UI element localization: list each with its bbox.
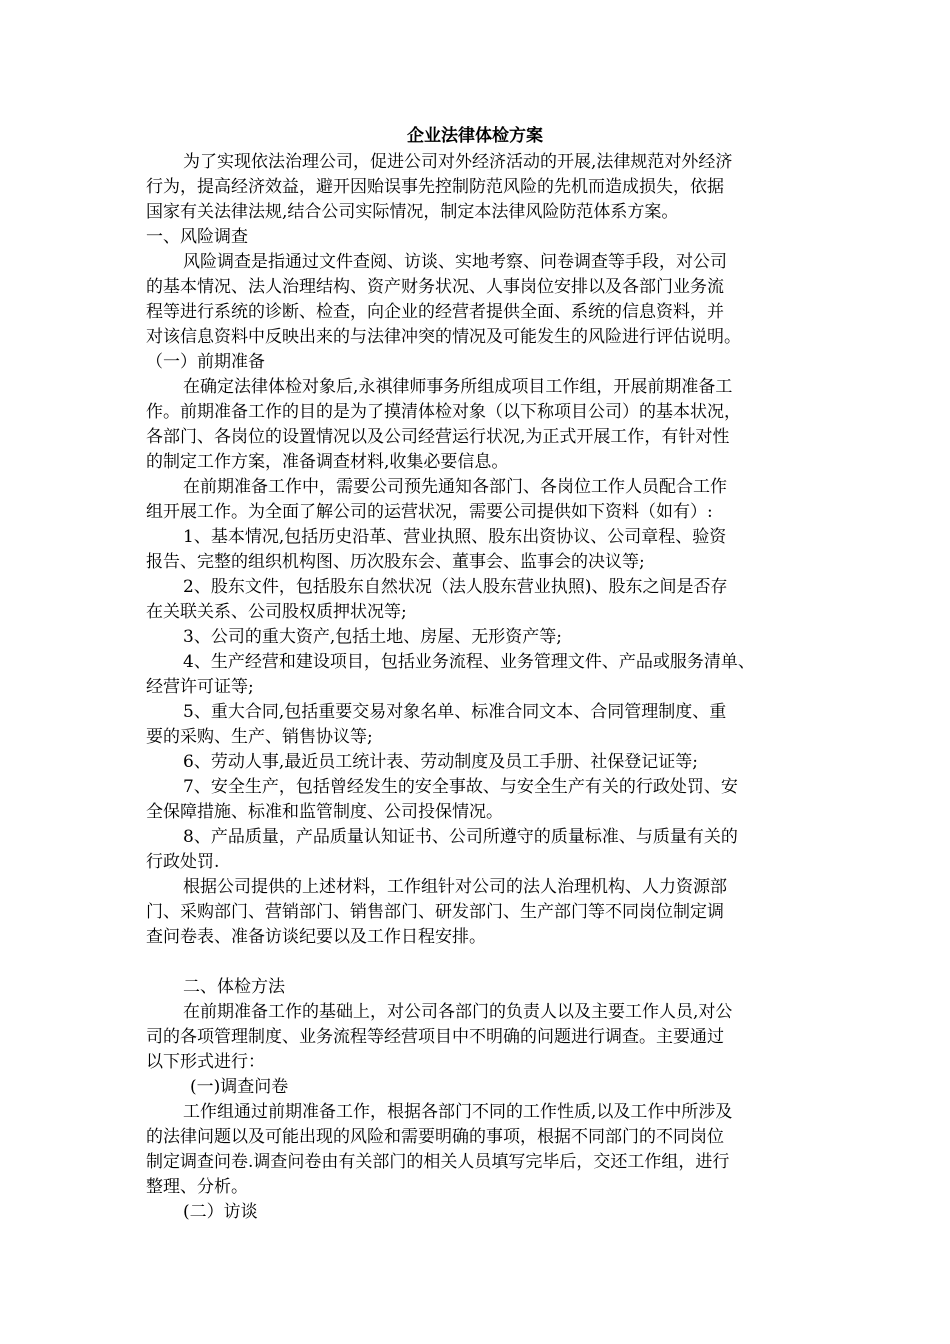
paragraph-line: 各部门、各岗位的设置情况以及公司经营运行状况,为正式开展工作，有针对性 <box>146 427 730 447</box>
paragraph-line: 程等进行系统的诊断、检查，向企业的经营者提供全面、系统的信息资料，并 <box>146 302 724 322</box>
list-item: 2、股东文件，包括股东自然状况（法人股东营业执照)、股东之间是否存 <box>183 577 728 597</box>
section-heading: 二、体检方法 <box>183 977 285 997</box>
paragraph-line: 门、采购部门、营销部门、销售部门、研发部门、生产部门等不同岗位制定调 <box>146 902 724 922</box>
subsection-heading: （一）前期准备 <box>146 352 265 372</box>
paragraph-line: 根据公司提供的上述材料，工作组针对公司的法人治理机构、人力资源部 <box>183 877 727 897</box>
list-item-cont: 报告、完整的组织机构图、历次股东会、董事会、监事会的决议等; <box>146 552 645 572</box>
paragraph-line: 整理、分析。 <box>146 1177 248 1197</box>
paragraph-line: 的基本情况、法人治理结构、资产财务状况、人事岗位安排以及各部门业务流 <box>146 277 724 297</box>
paragraph-line: 的制定工作方案，准备调查材料,收集必要信息。 <box>146 452 509 472</box>
paragraph-line: 在前期准备工作的基础上，对公司各部门的负责人以及主要工作人员,对公 <box>183 1002 733 1022</box>
list-item: 1、基本情况,包括历史沿革、营业执照、股东出资协议、公司章程、验资 <box>183 527 727 547</box>
paragraph-line: 为了实现依法治理公司，促进公司对外经济活动的开展,法律规范对外经济 <box>183 152 733 172</box>
paragraph-line: 作。前期准备工作的目的是为了摸清体检对象（以下称项目公司）的基本状况， <box>146 402 741 422</box>
document-title: 企业法律体检方案 <box>407 126 543 146</box>
subsection-heading: (一)调查问卷 <box>190 1077 289 1097</box>
list-item: 6、劳动人事,最近员工统计表、劳动制度及员工手册、社保登记证等; <box>183 752 698 772</box>
paragraph-line: 国家有关法律法规,结合公司实际情况，制定本法律风险防范体系方案。 <box>146 202 679 222</box>
section-heading: 一、风险调查 <box>146 227 248 247</box>
paragraph-line: 司的各项管理制度、业务流程等经营项目中不明确的问题进行调查。主要通过 <box>146 1027 724 1047</box>
subsection-heading: (二）访谈 <box>183 1202 258 1222</box>
paragraph-line: 组开展工作。为全面了解公司的运营状况，需要公司提供如下资料（如有）: <box>146 502 713 522</box>
list-item: 3、公司的重大资产,包括土地、房屋、无形资产等; <box>183 627 562 647</box>
list-item: 4、生产经营和建设项目，包括业务流程、业务管理文件、产品或服务清单、 <box>183 652 755 672</box>
paragraph-line: 的法律问题以及可能出现的风险和需要明确的事项，根据不同部门的不同岗位 <box>146 1127 724 1147</box>
paragraph-line: 制定调查问卷.调查问卷由有关部门的相关人员填写完毕后，交还工作组，进行 <box>146 1152 730 1172</box>
paragraph-line: 以下形式进行： <box>146 1052 265 1072</box>
list-item-cont: 全保障措施、标准和监管制度、公司投保情况。 <box>146 802 503 822</box>
paragraph-line: 查问卷表、准备访谈纪要以及工作日程安排。 <box>146 927 486 947</box>
list-item-cont: 在关联关系、公司股权质押状况等; <box>146 602 407 622</box>
list-item-cont: 要的采购、生产、销售协议等; <box>146 727 373 747</box>
list-item-cont: 经营许可证等; <box>146 677 254 697</box>
paragraph-line: 工作组通过前期准备工作，根据各部门不同的工作性质,以及工作中所涉及 <box>183 1102 733 1122</box>
list-item: 5、重大合同,包括重要交易对象名单、标准合同文本、合同管理制度、重 <box>183 702 727 722</box>
list-item-cont: 行政处罚. <box>146 852 220 872</box>
list-item: 7、安全生产，包括曾经发生的安全事故、与安全生产有关的行政处罚、安 <box>183 777 738 797</box>
list-item: 8、产品质量，产品质量认知证书、公司所遵守的质量标准、与质量有关的 <box>183 827 738 847</box>
paragraph-line: 对该信息资料中反映出来的与法律冲突的情况及可能发生的风险进行评估说明。 <box>146 327 741 347</box>
paragraph-line: 在前期准备工作中，需要公司预先通知各部门、各岗位工作人员配合工作 <box>183 477 727 497</box>
paragraph-line: 在确定法律体检对象后,永祺律师事务所组成项目工作组，开展前期准备工 <box>183 377 733 397</box>
paragraph-line: 风险调查是指通过文件查阅、访谈、实地考察、问卷调查等手段，对公司 <box>183 252 727 272</box>
paragraph-line: 行为，提高经济效益，避开因贻误事先控制防范风险的先机而造成损失，依据 <box>146 177 724 197</box>
